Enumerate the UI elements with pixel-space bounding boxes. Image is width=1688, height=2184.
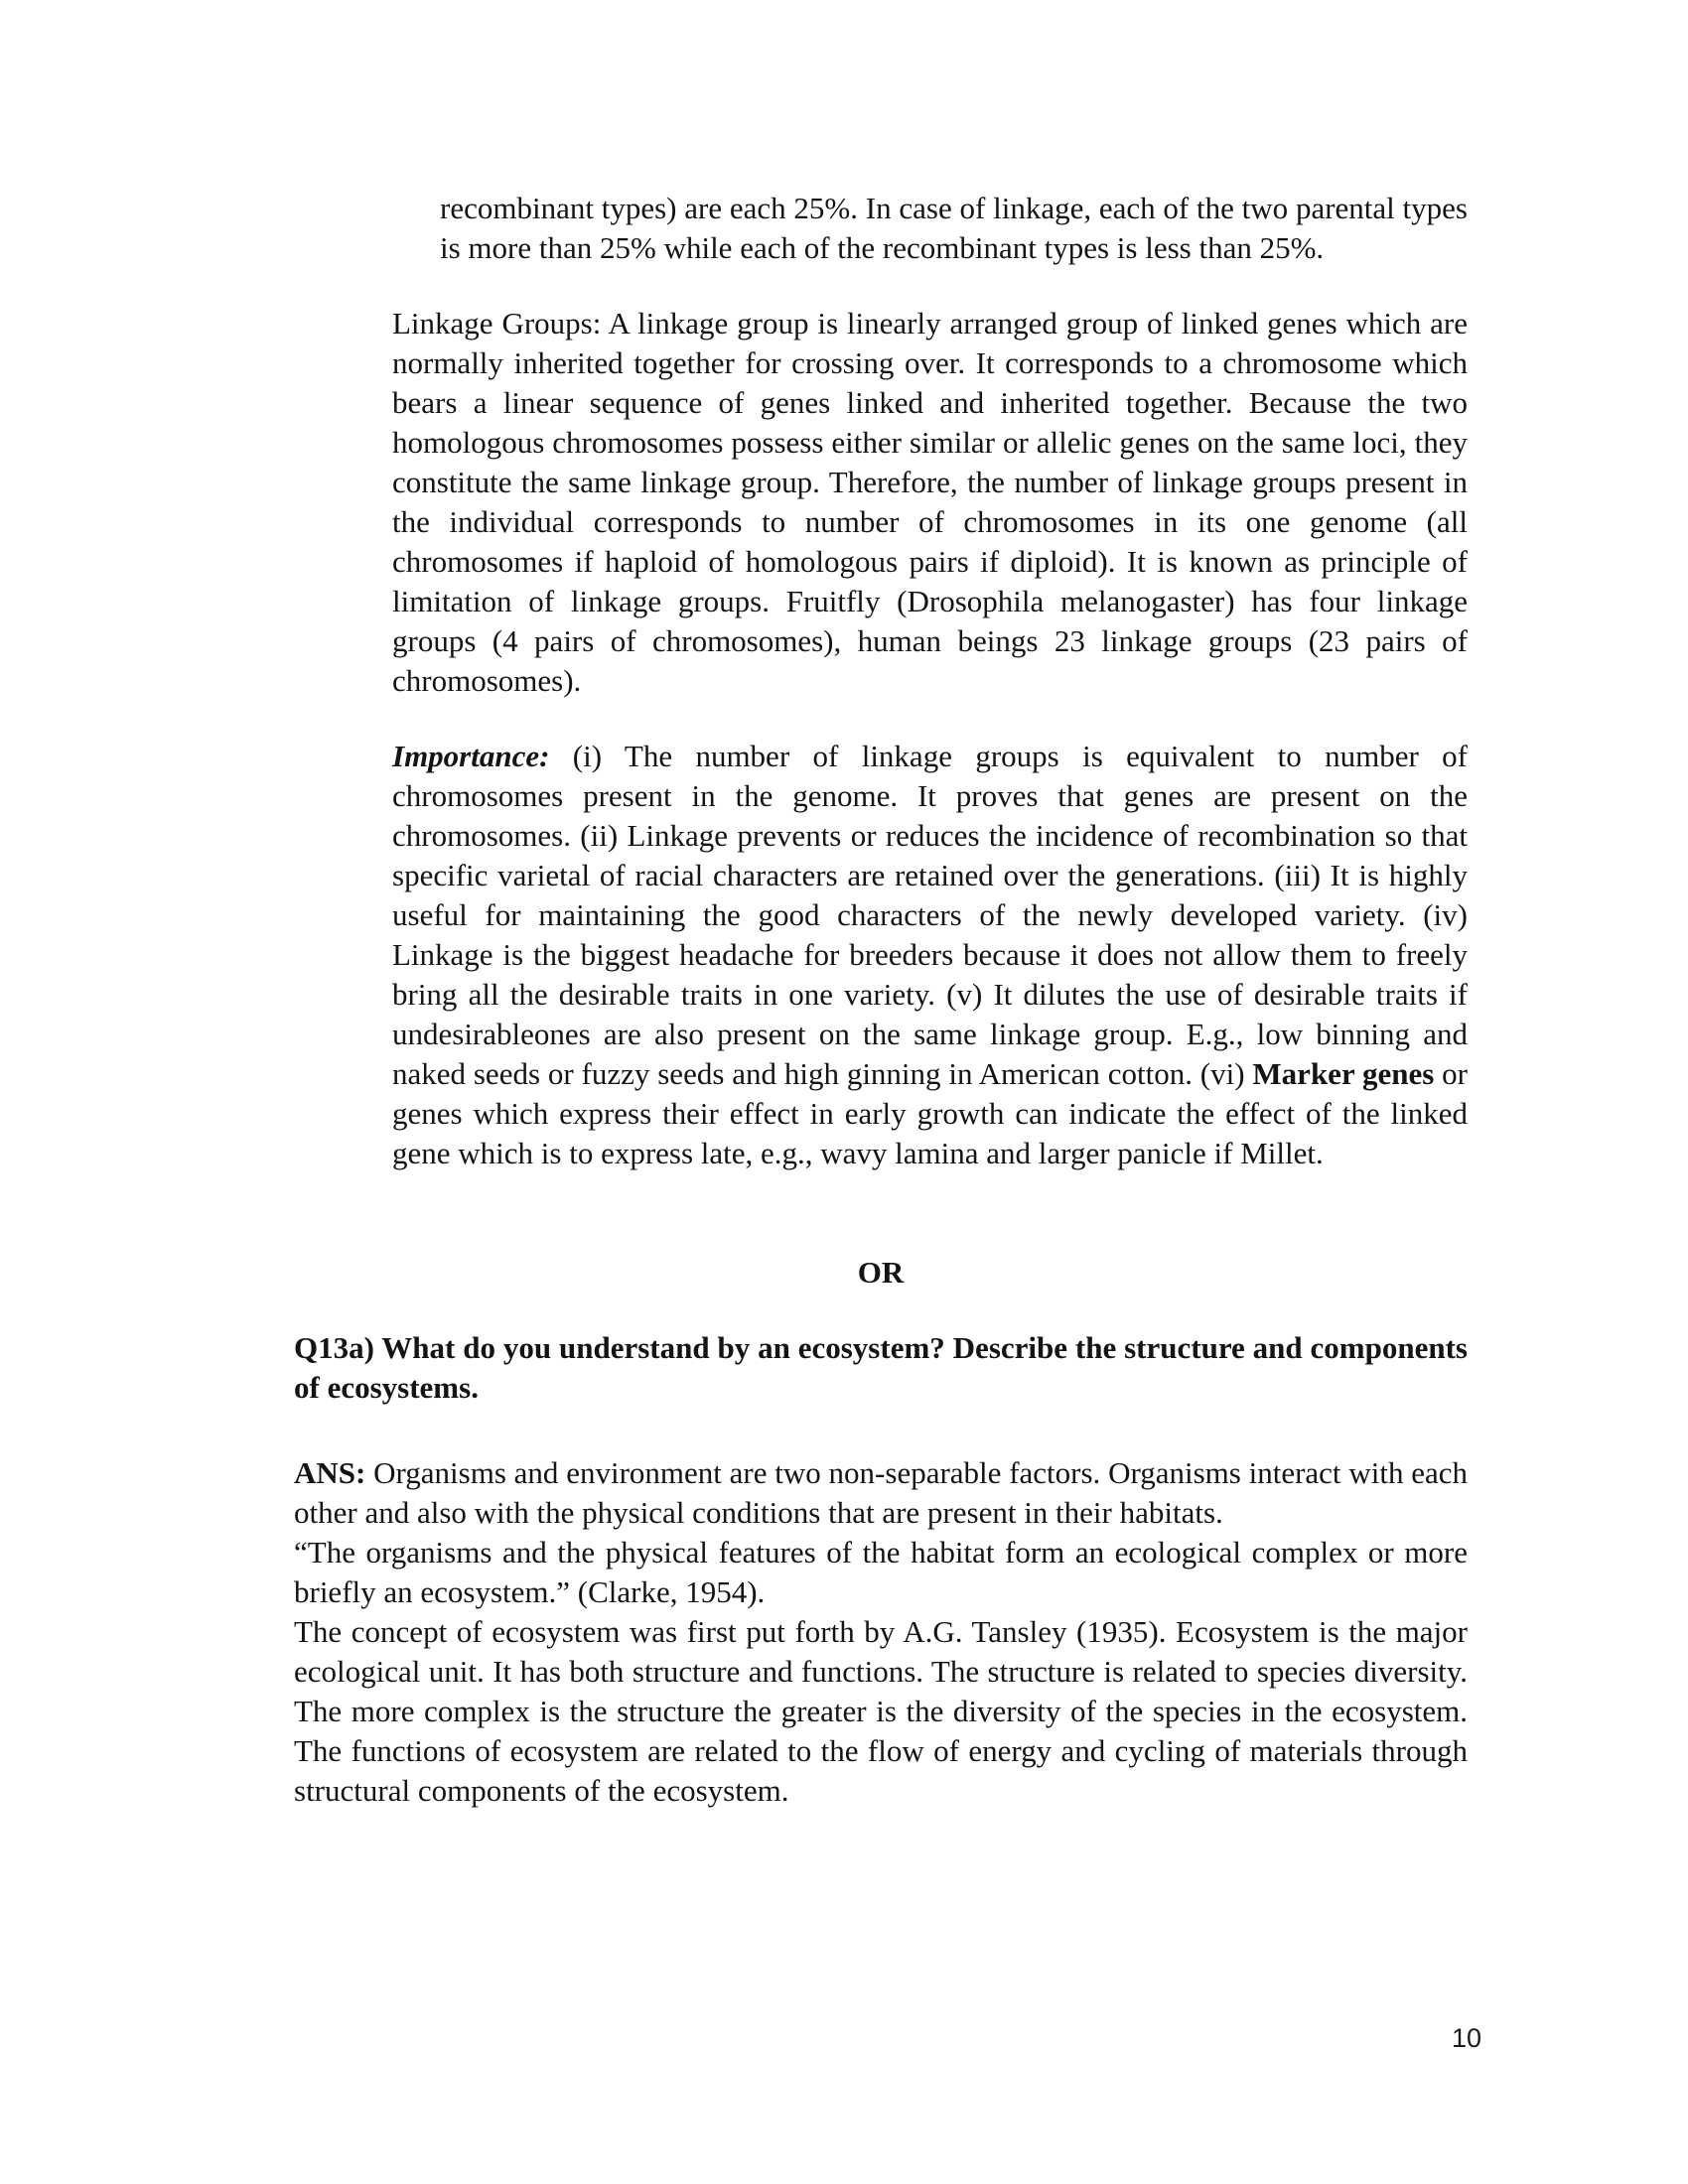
importance-label: Importance: bbox=[392, 739, 550, 773]
ans-intro-text: Organisms and environment are two non-separable factors. Organisms interact with each other and also with the physical conditions that are present in their habitats. bbox=[294, 1455, 1468, 1530]
ans-label: ANS: bbox=[294, 1455, 366, 1490]
importance-body-before-marker: (i) The number of linkage groups is equivalent to number of chromosomes present in the genome. It proves that genes are present on the chromosomes. (ii) Linkage prevents or reduces the incidence of recombination so that specific varietal of racial characters are retained over the generations. (iii) It is highly useful for maintaining the good characters of the newly developed variety. (iv) Linkage is the biggest headache for breeders because it does not allow them to freely bring all the desirable traits in one variety. (v) It dilutes the use of desirable traits if undesirableones are also present on the same linkage group. E.g., low binning and naked seeds or fuzzy seeds and high ginning in American cotton. (vi) bbox=[392, 739, 1468, 1091]
question-q13a: Q13a) What do you understand by an ecosystem? Describe the structure and components of ecosystems. bbox=[294, 1330, 1468, 1405]
or-heading: OR bbox=[857, 1255, 905, 1290]
answer-block bbox=[294, 1453, 1468, 1811]
page-number: 10 bbox=[1452, 2023, 1482, 2053]
answer-concept: The concept of ecosystem was first put forth by A.G. Tansley (1935). Ecosystem is the major ecological unit. It has both structure and functions. The structure is related to species diversity. The more complex is the structure the greater is the diversity of the species in the ecosystem. The functions of ecosystem are related to the flow of energy and cycling of materials through structural components of the ecosystem. bbox=[294, 1614, 1468, 1808]
paragraph-continuation: recombinant types) are each 25%. In case of linkage, each of the two parental types is more than 25% while each of the recombinant types is less than 25%. bbox=[440, 191, 1468, 265]
marker-genes-label: Marker genes bbox=[1252, 1056, 1435, 1091]
paragraph-linkage-groups: Linkage Groups: A linkage group is linearly arranged group of linked genes which are normally inherited together for crossing over. It corresponds to a chromosome which bears a linear sequence of genes linked and inherited together. Because the two homologous chromosomes possess either similar or allelic genes on the same loci, they constitute the same linkage group. Therefore, the number of linkage groups present in the individual corresponds to number of chromosomes in its one genome (all chromosomes if haploid of homologous pairs if diploid). It is known as principle of limitation of linkage groups. Fruitfly (Drosophila melanogaster) has four linkage groups (4 pairs of chromosomes), human beings 23 linkage groups (23 pairs of chromosomes). bbox=[392, 306, 1468, 698]
paragraph-importance bbox=[392, 737, 1468, 1173]
importance-body-after-marker: or genes which express their effect in early growth can indicate the effect of the linked gene which is to express late, e.g., wavy lamina and larger panicle if Millet. bbox=[392, 1056, 1469, 1170]
answer-quote: “The organisms and the physical features of the habitat form an ecological complex or more briefly an ecosystem.” (Clarke, 1954). bbox=[294, 1535, 1468, 1609]
answer-intro bbox=[294, 1453, 1468, 1533]
page-content bbox=[294, 189, 1468, 1811]
